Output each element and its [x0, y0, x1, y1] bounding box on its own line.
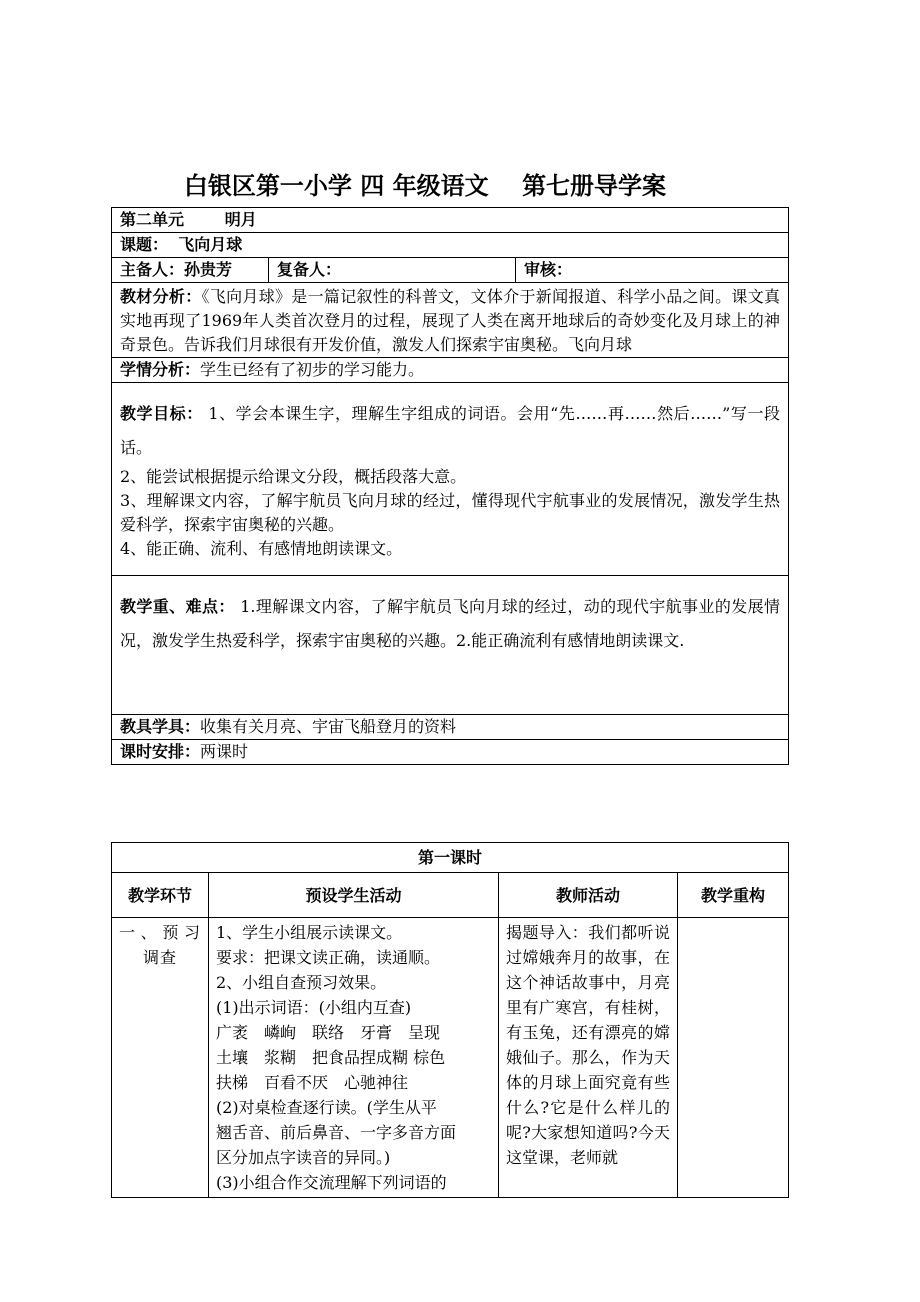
lesson-info-table: [111, 207, 789, 765]
goal-2: 2、能尝试根据提示给课文分段，概括段落大意。: [120, 467, 467, 486]
student-analysis-label: 学情分析：: [120, 360, 201, 379]
student-line-11: (3)小组合作交流理解下列词语的: [216, 1173, 447, 1192]
student-line-4: (1)出示词语：(小组内互查): [216, 998, 412, 1017]
goals-label: 教学目标：: [120, 404, 203, 423]
col-teacher-activity: 教师活动: [555, 885, 620, 905]
student-line-10: 区分加点字读音的异同。): [216, 1148, 391, 1167]
student-analysis-row: [112, 358, 789, 383]
unit-name: 明月: [224, 210, 257, 229]
student-line-1: 1、学生小组展示读课文。: [216, 923, 403, 942]
goal-3: 3、理解课文内容，了解宇航员飞向月球的经过，懂得现代宇航事业的发展情况，激发学生热爱科学，探索宇宙奥秘的兴趣。: [120, 491, 781, 534]
student-line-9: 翘舌音、前后鼻音、一字多音方面: [216, 1123, 457, 1142]
schedule-row: [112, 740, 789, 765]
student-analysis-text: 学生已经有了初步的学习能力。: [200, 360, 425, 379]
key-points-row: [112, 576, 789, 715]
analysis-row: [112, 283, 789, 358]
main-preparer-label: 主备人：: [120, 260, 185, 279]
co-preparer-label: 复备人：: [277, 260, 342, 279]
tools-text: 收集有关月亮、宇宙飞船登月的资料: [200, 717, 457, 736]
restructure-cell: [678, 918, 789, 1198]
key-points-text: 1.理解课文内容，了解宇航员飞向月球的经过，动的现代宇航事业的发展情况，激发学生热爱科学，探索宇宙奥秘的兴趣。2.能正确流利有感情地朗读课文.: [120, 597, 781, 650]
title-part-b: 第七册导学案: [522, 172, 667, 200]
preparer-row: [112, 258, 789, 283]
main-preparer-name: 孙贵芳: [184, 260, 233, 279]
student-line-6: 土壤 浆糊 把食品捏成糊 棕色: [216, 1048, 446, 1067]
unit-row: [112, 208, 789, 233]
col-restructure: 教学重构: [701, 885, 766, 905]
student-line-2: 要求：把课文读正确，读通顺。: [216, 948, 441, 967]
student-line-3: 2、小组自查预习效果。: [216, 973, 387, 992]
tools-label: 教具学具：: [120, 717, 201, 736]
topic-label: 课题：: [120, 235, 169, 254]
reviewer-label: 审核：: [524, 260, 573, 279]
page-title: [0, 166, 850, 201]
lesson-title-row: [112, 843, 789, 873]
title-part-a: 白银区第一小学 四 年级语文: [183, 172, 489, 200]
schedule-label: 课时安排：: [120, 742, 201, 761]
col-student-activity: 预设学生活动: [305, 885, 402, 905]
goal-4: 4、能正确、流利、有感情地朗读课文。: [120, 539, 403, 558]
student-line-8: (2)对桌检查逐行读。(学生从平: [216, 1098, 437, 1117]
column-header-row: [112, 873, 789, 918]
stage-row: [112, 918, 789, 1198]
lesson-plan-table: [111, 842, 789, 1198]
analysis-label: 教材分析：: [120, 287, 202, 306]
topic-row: [112, 233, 789, 258]
unit-label: 第二单元: [120, 210, 185, 229]
student-line-7: 扶梯 百看不厌 心驰神往: [216, 1073, 409, 1092]
key-points-label: 教学重、难点：: [120, 597, 235, 616]
col-stage: 教学环节: [127, 885, 192, 905]
schedule-text: 两课时: [200, 742, 249, 761]
goals-row: [112, 383, 789, 576]
analysis-text: 《飞向月球》是一篇记叙性的科普文，文体介于新闻报道、科学小品之间。课文真实地再现了1969年人类首次登月的过程，展现了人类在离开地球后的奇妙变化及月球上的神奇景色。告诉我们月球很有开发价值，激发人们探索宇宙奥秘。飞向月球: [120, 287, 781, 354]
lesson-title: 第一课时: [418, 848, 483, 867]
goal-1: 1、学会本课生字，理解生字组成的词语。会用“先……再……然后……”写一段话。: [120, 404, 780, 457]
student-line-5: 广袤 嶙峋 联络 牙膏 呈现: [216, 1023, 441, 1042]
teacher-activity-text: 揭题导入：我们都听说过嫦娥奔月的故事，在这个神话故事中，月亮里有广寒宫，有桂树，有玉兔，还有漂亮的嫦娥仙子。那么，作为天体的月球上面究竟有些什么?它是什么样儿的呢?大家想知道吗?今天这堂课，老师就: [506, 923, 670, 1167]
topic-name: 飞向月球: [178, 235, 243, 254]
stage-name: 一、预习调查: [119, 923, 201, 967]
tools-row: [112, 715, 789, 740]
